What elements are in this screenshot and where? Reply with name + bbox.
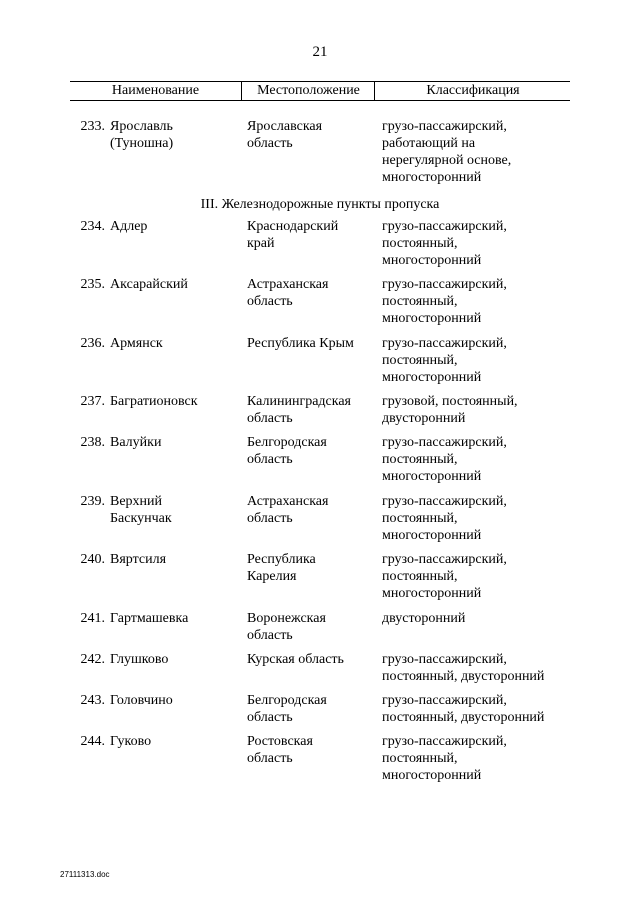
row-name [110,493,245,527]
row-name [110,393,245,410]
row-location [247,434,377,468]
name-line: Аксарайский [110,277,188,292]
location-line: Карелия [247,569,297,584]
name-line: Верхний [110,494,163,509]
classification-line: двусторонний [382,611,466,626]
row-classification [382,118,572,186]
row-location [247,692,377,726]
classification-line: грузо-пассажирский, [382,119,507,134]
classification-line: грузовой, постоянный, [382,394,518,409]
name-line: Баскунчак [110,511,172,526]
row-classification [382,276,572,327]
name-line: Гуково [110,734,152,749]
row-number: 242. [80,652,105,667]
row-number: 241. [80,611,105,626]
location-line: область [247,751,293,766]
row-name [110,434,245,451]
header-name: Наименование [111,83,200,98]
row-name [110,218,245,235]
name-line: Ярославль [110,119,173,134]
classification-line: постоянный, [382,236,458,251]
classification-line: многосторонний [382,528,482,543]
row-number: 237. [80,394,105,409]
classification-line: грузо-пассажирский, [382,494,507,509]
classification-line: грузо-пассажирский, [382,435,507,450]
classification-line: многосторонний [382,469,482,484]
row-classification [382,651,572,685]
classification-line: грузо-пассажирский, [382,693,507,708]
name-line: Вяртсиля [110,552,167,567]
location-line: область [247,136,293,151]
classification-line: многосторонний [382,311,482,326]
header-classification: Классификация [374,82,571,100]
row-classification [382,733,572,784]
classification-line: работающий на [382,136,476,151]
classification-line: постоянный, двусторонний [382,710,545,725]
location-line: Ярославская [247,119,323,134]
classification-line: грузо-пассажирский, [382,219,507,234]
row-number: 235. [80,277,105,292]
row-number: 239. [80,494,105,509]
name-line: Валуйки [110,435,162,450]
classification-line: грузо-пассажирский, [382,336,507,351]
row-location [247,118,377,152]
location-line: Краснодарский [247,219,339,234]
location-line: Белгородская [247,693,327,708]
classification-line: постоянный, [382,452,458,467]
row-name [110,118,245,152]
location-line: область [247,511,293,526]
row-location [247,493,377,527]
classification-line: постоянный, [382,751,458,766]
classification-line: постоянный, [382,511,458,526]
row-name [110,610,245,627]
row-classification [382,335,572,386]
row-number: 244. [80,734,105,749]
row-classification [382,551,572,602]
classification-line: многосторонний [382,253,482,268]
row-number: 234. [80,219,105,234]
location-line: Республика Крым [247,336,354,351]
name-line: Головчино [110,693,173,708]
page-number: 21 [312,44,328,60]
location-line: Калининградская [247,394,351,409]
row-number: 233. [80,119,105,134]
row-number: 238. [80,435,105,450]
row-location [247,218,377,252]
name-line: Глушково [110,652,169,667]
classification-line: грузо-пассажирский, [382,652,507,667]
row-name [110,692,245,709]
classification-line: многосторонний [382,170,482,185]
classification-line: грузо-пассажирский, [382,552,507,567]
name-line: Армянск [110,336,163,351]
row-name [110,733,245,750]
row-name [110,276,245,293]
location-line: Воронежская [247,611,326,626]
location-line: область [247,628,293,643]
location-line: область [247,411,293,426]
location-line: Белгородская [247,435,327,450]
table-header [70,81,570,101]
document-code: 27111313.doc [60,870,110,879]
row-name [110,551,245,568]
classification-line: многосторонний [382,586,482,601]
row-classification [382,218,572,269]
row-classification [382,610,572,627]
classification-line: грузо-пассажирский, [382,277,507,292]
row-classification [382,393,572,427]
name-line: Багратионовск [110,394,198,409]
row-name [110,651,245,668]
row-name [110,335,245,352]
classification-line: постоянный, [382,569,458,584]
row-classification [382,692,572,726]
location-line: область [247,294,293,309]
classification-line: постоянный, [382,353,458,368]
location-line: край [247,236,275,251]
row-location [247,551,377,585]
name-line: (Туношна) [110,136,174,151]
row-number: 240. [80,552,105,567]
header-location: Местоположение [241,82,375,100]
row-classification [382,493,572,544]
classification-line: многосторонний [382,370,482,385]
classification-line: многосторонний [382,768,482,783]
name-line: Гартмашевка [110,611,189,626]
row-classification [382,434,572,485]
row-location [247,276,377,310]
name-line: Адлер [110,219,148,234]
row-location [247,651,377,668]
location-line: Ростовская [247,734,313,749]
row-location [247,393,377,427]
location-line: Астраханская [247,277,329,292]
row-location [247,335,377,352]
section-heading: III. Железнодорожные пункты пропуска [200,197,440,212]
location-line: область [247,710,293,725]
row-location [247,610,377,644]
location-line: область [247,452,293,467]
location-line: Республика [247,552,316,567]
location-line: Курская область [247,652,344,667]
classification-line: постоянный, [382,294,458,309]
classification-line: двусторонний [382,411,466,426]
location-line: Астраханская [247,494,329,509]
classification-line: нерегулярной основе, [382,153,512,168]
row-location [247,733,377,767]
row-number: 236. [80,336,105,351]
classification-line: грузо-пассажирский, [382,734,507,749]
row-number: 243. [80,693,105,708]
classification-line: постоянный, двусторонний [382,669,545,684]
